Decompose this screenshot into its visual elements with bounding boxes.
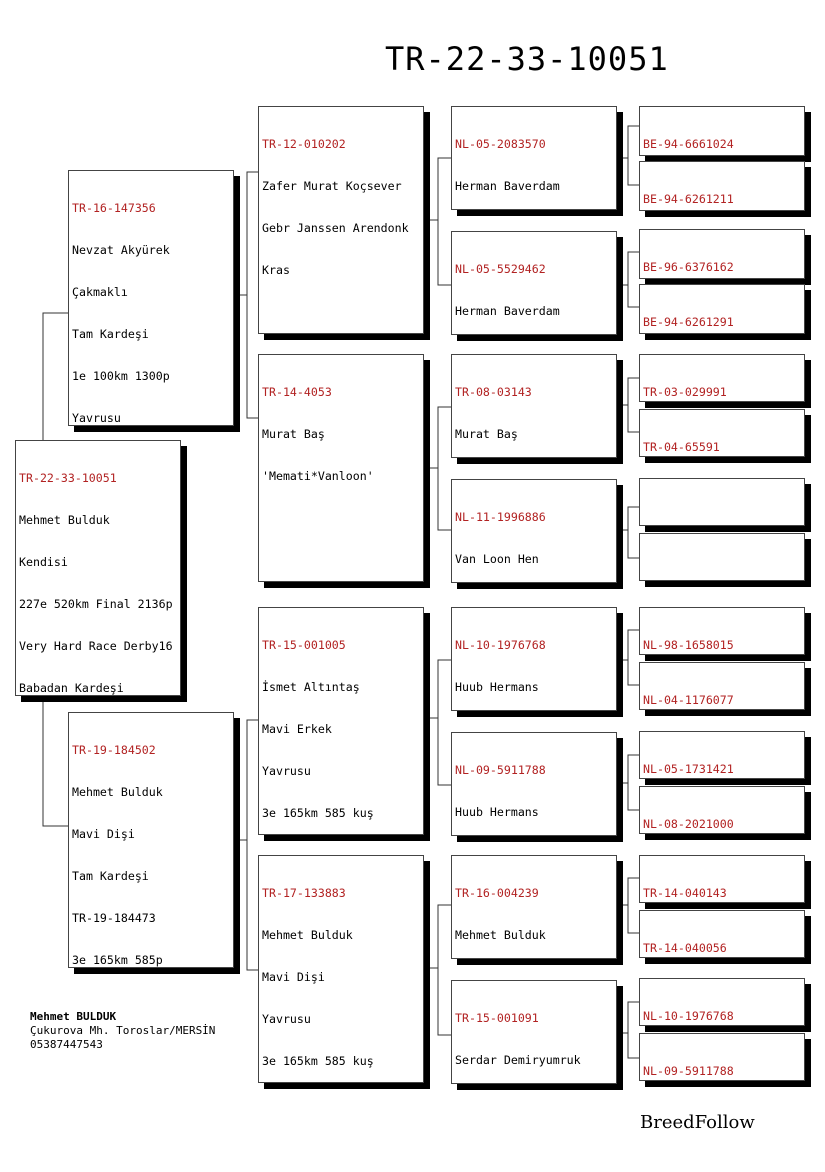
ring-number: NL-05-2083570 bbox=[455, 137, 546, 151]
pedigree-box-dd[interactable] bbox=[258, 855, 424, 1083]
pedigree-box-g12[interactable] bbox=[639, 786, 805, 834]
pedigree-box-g6[interactable] bbox=[639, 409, 805, 457]
info-line: 1e 100km 1300p bbox=[72, 369, 170, 383]
info-line: 'Memati*Vanloon' bbox=[262, 469, 374, 483]
owner-address: Çukurova Mh. Toroslar/MERSİN bbox=[30, 1024, 216, 1037]
ring-number: TR-19-184502 bbox=[72, 743, 156, 757]
ring-number: NL-11-1996886 bbox=[455, 510, 546, 524]
ring-number: NL-10-1976768 bbox=[643, 1009, 734, 1023]
pedigree-box-g7-empty[interactable] bbox=[639, 478, 805, 526]
pedigree-box-g8-empty[interactable] bbox=[639, 533, 805, 581]
info-line: TR-19-184473 bbox=[72, 911, 156, 925]
pedigree-box-sire[interactable] bbox=[68, 170, 234, 426]
owner-name: Mehmet BULDUK bbox=[30, 1010, 117, 1023]
info-line: 3e 165km 585p bbox=[72, 953, 163, 967]
pedigree-box-g2[interactable] bbox=[639, 161, 805, 211]
pedigree-box-g13[interactable] bbox=[639, 855, 805, 903]
info-line: Herman Baverdam bbox=[455, 179, 560, 193]
info-line: Very Hard Race Derby16 bbox=[19, 639, 173, 653]
info-line: Gebr Janssen Arendonk bbox=[262, 221, 409, 235]
pedigree-box-sd[interactable] bbox=[258, 354, 424, 582]
ring-number: NL-10-1976768 bbox=[455, 638, 546, 652]
ring-number: NL-08-2021000 bbox=[643, 817, 734, 831]
ring-number: BE-94-6261291 bbox=[643, 315, 734, 329]
info-line: Babadan Kardeşi bbox=[19, 681, 124, 695]
ring-number: TR-08-03143 bbox=[455, 385, 532, 399]
info-line: Çakmaklı bbox=[72, 285, 128, 299]
info-line: Van Loon Hen bbox=[455, 552, 539, 566]
pedigree-box-dam[interactable] bbox=[68, 712, 234, 968]
info-line: Mavi Dişi bbox=[262, 970, 325, 984]
info-line: 3e 165km 585 kuş bbox=[262, 806, 374, 820]
pedigree-box-g9[interactable] bbox=[639, 607, 805, 655]
ring-number: NL-04-1176077 bbox=[643, 693, 734, 707]
pedigree-box-g14[interactable] bbox=[639, 910, 805, 958]
ring-number: TR-04-65591 bbox=[643, 440, 720, 454]
pedigree-box-g10[interactable] bbox=[639, 662, 805, 710]
ring-number: NL-98-1658015 bbox=[643, 638, 734, 652]
info-line: Mavi Dişi bbox=[72, 827, 135, 841]
ring-number: BE-94-6261211 bbox=[643, 192, 734, 206]
ring-number: TR-12-010202 bbox=[262, 137, 346, 151]
info-line: Mehmet Bulduk bbox=[19, 513, 110, 527]
ring-number: TR-17-133883 bbox=[262, 886, 346, 900]
pedigree-box-g15[interactable] bbox=[639, 978, 805, 1026]
pedigree-box-ss[interactable] bbox=[258, 106, 424, 334]
pedigree-box-g1[interactable] bbox=[639, 106, 805, 156]
info-line: Tam Kardeşi bbox=[72, 327, 149, 341]
pedigree-box-sss[interactable] bbox=[451, 106, 617, 210]
ring-number: TR-16-004239 bbox=[455, 886, 539, 900]
info-line: Mehmet Bulduk bbox=[455, 928, 546, 942]
ring-number: NL-05-1731421 bbox=[643, 762, 734, 776]
pedigree-box-ssd[interactable] bbox=[451, 231, 617, 335]
info-line: Murat Baş bbox=[455, 427, 518, 441]
info-line: İsmet Altıntaş bbox=[262, 680, 360, 694]
brand-logo: BreedFollow bbox=[640, 1112, 755, 1133]
info-line: Murat Baş bbox=[262, 427, 325, 441]
pedigree-title: TR-22-33-10051 bbox=[385, 40, 669, 78]
ring-number: TR-14-4053 bbox=[262, 385, 332, 399]
info-line: 227e 520km Final 2136p bbox=[19, 597, 173, 611]
pedigree-box-sds[interactable] bbox=[451, 354, 617, 458]
info-line: 3e 165km 585 kuş bbox=[262, 1054, 374, 1068]
pedigree-box-g16[interactable] bbox=[639, 1033, 805, 1081]
ring-number: BE-96-6376162 bbox=[643, 260, 734, 274]
pedigree-box-g11[interactable] bbox=[639, 731, 805, 779]
ring-number: TR-14-040056 bbox=[643, 941, 727, 955]
ring-number: NL-09-5911788 bbox=[455, 763, 546, 777]
info-line: Mavi Erkek bbox=[262, 722, 332, 736]
info-line: Tam Kardeşi bbox=[72, 869, 149, 883]
info-line: Nevzat Akyürek bbox=[72, 243, 170, 257]
pedigree-box-g3[interactable] bbox=[639, 229, 805, 279]
info-line: Yavrusu bbox=[262, 764, 311, 778]
pedigree-box-g4[interactable] bbox=[639, 284, 805, 334]
info-line: Kras bbox=[262, 263, 290, 277]
pedigree-box-sdd[interactable] bbox=[451, 479, 617, 583]
info-line: Herman Baverdam bbox=[455, 304, 560, 318]
ring-number: NL-05-5529462 bbox=[455, 262, 546, 276]
pedigree-box-g5[interactable] bbox=[639, 354, 805, 402]
owner-info bbox=[30, 1010, 215, 1052]
ring-number: TR-14-040143 bbox=[643, 886, 727, 900]
info-line: Yavrusu bbox=[72, 411, 121, 425]
info-line: Zafer Murat Koçsever bbox=[262, 179, 402, 193]
ring-number: TR-22-33-10051 bbox=[19, 471, 117, 485]
info-line: Serdar Demiryumruk bbox=[455, 1053, 581, 1067]
ring-number: TR-15-001005 bbox=[262, 638, 346, 652]
info-line: Huub Hermans bbox=[455, 680, 539, 694]
info-line: Yavrusu bbox=[262, 1012, 311, 1026]
pedigree-box-ds[interactable] bbox=[258, 607, 424, 835]
info-line: Mehmet Bulduk bbox=[72, 785, 163, 799]
pedigree-box-root[interactable] bbox=[15, 440, 181, 696]
info-line: Huub Hermans bbox=[455, 805, 539, 819]
ring-number: TR-16-147356 bbox=[72, 201, 156, 215]
ring-number: NL-09-5911788 bbox=[643, 1064, 734, 1078]
ring-number: BE-94-6661024 bbox=[643, 137, 734, 151]
info-line: Kendisi bbox=[19, 555, 68, 569]
pedigree-box-dss[interactable] bbox=[451, 607, 617, 711]
info-line: Mehmet Bulduk bbox=[262, 928, 353, 942]
pedigree-box-dds[interactable] bbox=[451, 855, 617, 959]
ring-number: TR-03-029991 bbox=[643, 385, 727, 399]
pedigree-box-dsd[interactable] bbox=[451, 732, 617, 836]
pedigree-box-ddd[interactable] bbox=[451, 980, 617, 1084]
owner-phone: 05387447543 bbox=[30, 1038, 103, 1051]
ring-number: TR-15-001091 bbox=[455, 1011, 539, 1025]
